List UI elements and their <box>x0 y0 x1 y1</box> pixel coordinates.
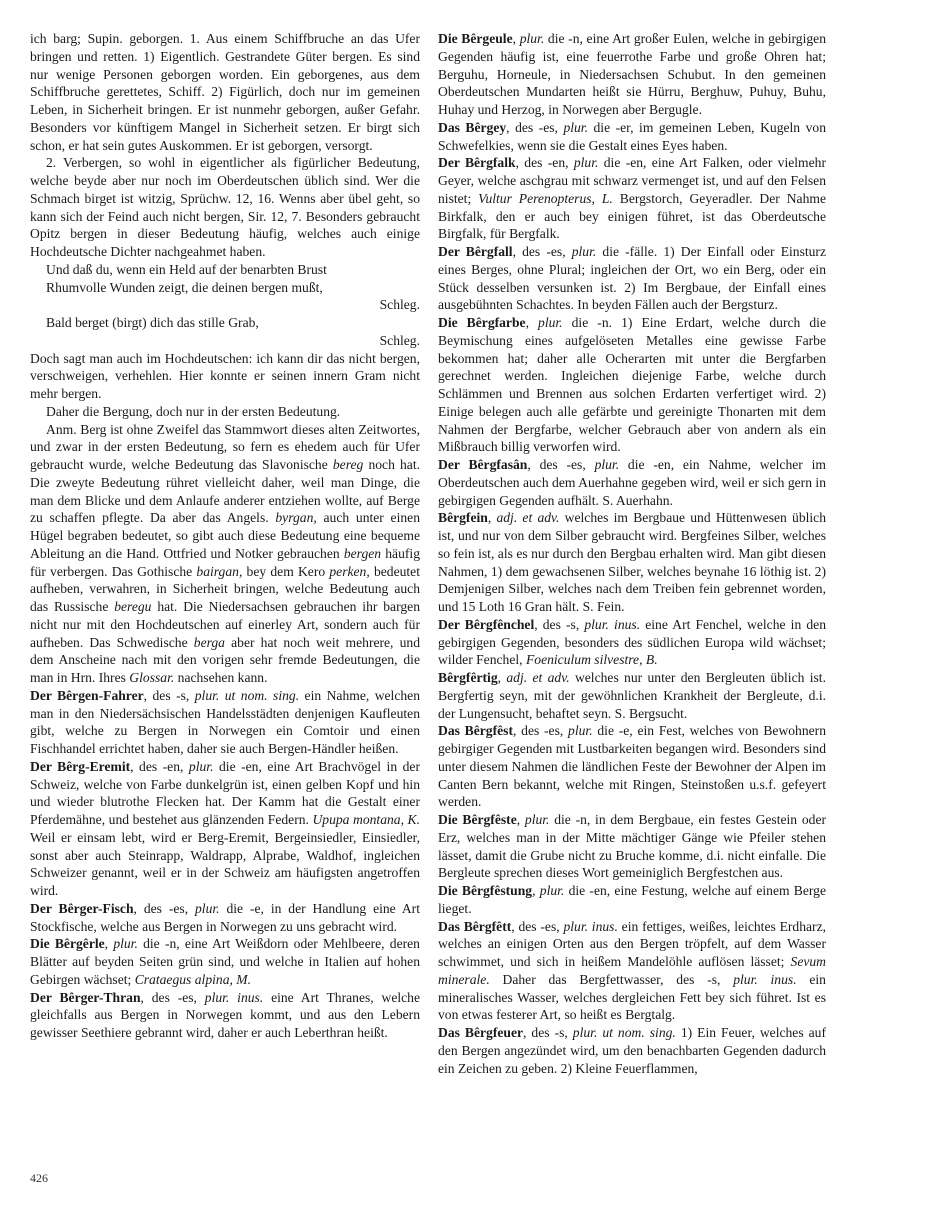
paragraph: Daher die Bergung, doch nur in der ersten Bedeutung. <box>46 403 341 419</box>
italic-text: Upupa montana, K. <box>312 812 421 827</box>
italic-text: plur. inus. <box>733 971 797 987</box>
dictionary-entry <box>438 616 826 669</box>
text-run: die -en, eine Festung, welche auf einem Berge lieget. <box>438 883 827 916</box>
entry-headword: Die Bêrgeule <box>438 31 513 46</box>
dictionary-entry <box>438 456 826 509</box>
text-run: , des -es, <box>506 119 564 135</box>
text-run: eine Art Fenchel, welche in den gebirgigen Gegenden, besonders des südlichen Europa wild wächset; wilder Fenchel, <box>438 616 827 668</box>
paragraph: ich barg; Supin. geborgen. 1. Aus einem Schiffbruche an das Ufer bringen und retten. 1) Eigentlich. Gestrandete Güter bergen. Es sind nur wenige Personen geborgen worden. Ein geborgenes, aus dem Schiffbruche gerettetes, Schiff. 2) Figürlich, doch nur im gemeinen Leben, in Sicherheit bringen. Er ist nunmehr geborgen, außer Gefahr. Besonders vor künftigem Mangel in Sicherheit setzen. Er birgt sich schon, er hat sein gutes Auskommen. Er ist geborgen, versorgt. <box>30 31 420 153</box>
text-run: , des -es, <box>140 989 205 1005</box>
entry-headword: Bêrgfein <box>438 510 488 526</box>
italic-text: plur. <box>188 758 214 774</box>
italic-text: plur. <box>519 31 545 46</box>
entry-headword: Bêrgfêrtig <box>438 670 498 685</box>
entry-headword: Das Bêrgfêst <box>438 723 513 739</box>
text-run: die -e, in der Handlung eine Art Stockfische, welche aus Bergen in Norwegen zu uns gebracht wird. <box>30 900 420 934</box>
italic-text: adj. et adv. <box>506 670 570 685</box>
italic-text: plur. <box>571 244 597 259</box>
text-run: , des -s, <box>523 1025 573 1040</box>
italic-text: perken, <box>329 563 370 579</box>
text-run: die -fälle. 1) Der Einfall oder Einsturz eines Berges, ohne Plural; ingleichen der Ort, wo ein Berg, oder ein Stück desselben versunken ist. 2) Im Bergbaue, der Einfall eines ausgebühnten Schachtes. In beyden Fällen auch der Bergsturz. <box>438 244 826 313</box>
text-run: eine Art Thranes, welche gleichfalls aus Bergen in Norwegen kommt, und aus den Lebern gewisser Seethiere gebrannt wird, daher er auch Leberthran heißt. <box>30 989 421 1040</box>
text-run: , des -en, <box>130 758 189 774</box>
page-number: 426 <box>30 1171 48 1185</box>
entry-headword: Die Bêrgfêstung <box>438 883 533 898</box>
text-run: aber hat noch weit mehrere, und dem Anscheine nach mit den vorigen sehr fremde Bedeutungen, die man in Hrn. Ihres <box>30 634 420 685</box>
text-run: , des -es, <box>133 900 195 916</box>
text-run: Daher das Bergfettwasser, des -s, <box>489 971 734 987</box>
italic-text: plur. <box>563 119 588 135</box>
text-run: , des -es, <box>512 723 569 739</box>
text-run: , <box>532 883 540 898</box>
italic-text: plur. <box>568 723 593 739</box>
text-run: welches im Bergbaue und Hüttenwesen üblich ist, und nur von dem Silber gebraucht wird. Bergfeines Silber, welches so fein ist, als es nur durch den Bergbau erhalten wird. Man gibt diesen Nahmen, 1) dem gewachsenen Silber, welches beynahe 16 löthig ist. 2) Demjenigen Silber, welches nach dem Treiben fein gebrennet worden, und 15 Loth 16 Gran hält. S. Fein. <box>438 510 827 614</box>
text-run: hat. Die Niedersachsen gebrauchen ihr bargen nicht nur mit den Hochdeutschen auf einerley Art, sondern auch für aufheben. Das Schwedische <box>30 599 420 650</box>
left-column <box>30 30 420 1042</box>
text-run: , <box>497 670 507 685</box>
text-run: die -n, in dem Bergbaue, ein festes Gestein oder Erz, welches man in der Mitte mächtiger Gänge wie Pfeiler stehen lässet, damit die Grube nicht zu Bruche komme, d.i. nicht einfalle. Die Bergleute sprechen dieses Wort gemeiniglich Bergfestchen aus. <box>438 812 827 881</box>
text-run: , <box>512 31 520 46</box>
text-run: 1) Ein Feuer, welches auf den Bergen angezündet wird, um den benachbarten Gegenden dadurch ein Zeichen zu geben. 2) Kleine Feuerflammen, <box>438 1025 826 1076</box>
dictionary-entry <box>438 154 826 243</box>
italic-text: beregu <box>114 599 152 614</box>
entry-headword: Das Bêrgfeuer <box>438 1025 524 1040</box>
dictionary-entry <box>30 935 420 988</box>
text-run: , <box>516 812 525 827</box>
italic-text: berga <box>193 634 225 650</box>
dictionary-entry <box>438 119 826 155</box>
dictionary-entry <box>438 314 826 456</box>
paragraph <box>30 421 420 687</box>
entry-headword: Der Bêrgfalk <box>438 155 516 171</box>
text-run: noch hat. Die zweyte Bedeutung rühret vielleicht daher, weil man Dinge, die man dem Blicke und dem Anlaufe anderer entziehen wollte, auf Berge zu schaffen pflegte. Da aber das Angels. <box>30 457 420 526</box>
entry-headword: Die Bêrgêrle <box>30 936 105 952</box>
text-run: welches nur unter den Bergleuten üblich ist. Bergfertig seyn, mit der gewöhnlichen Krankheit der Bergleute, d.i. der Lungensucht, behaftet seyn. S. Bergsucht. <box>438 670 826 721</box>
dictionary-entry <box>30 989 420 1042</box>
citation: Schleg. <box>379 332 420 348</box>
dictionary-entry <box>30 900 420 936</box>
text-run: nachsehen kann. <box>174 670 268 685</box>
italic-text: Crataegus alpina, M. <box>134 971 252 987</box>
italic-text: plur. ut nom. sing. <box>194 687 300 703</box>
dictionary-entry <box>438 243 826 314</box>
text-run: die -n. 1) Eine Erdart, welche durch die Beymischung eines aufgelöseten Metalles eine gewisse Farbe bekommen hat; daher alle Ocherarten mit unter die Bergfarben gerechnet werden. Ingleichen diejenige Farbe, welche durch Schlämmen und Brennen aus solchen Erdarten verfertiget wird. 2) Einige belegen auch alle gefärbte und gereinigte Thonarten mit dem Nahmen der Bergfarbe, welcher Gebrauch aber von andern als ein Mißbrauch billig verworfen wird. <box>438 315 826 455</box>
text-run: , des -es, <box>527 457 595 472</box>
italic-text: byrgan, <box>275 510 317 526</box>
entry-headword: Der Bêrgfênchel <box>438 616 535 632</box>
text-run: die -er, im gemeinen Leben, Kugeln von Schwefelkies, wenn sie die Gestalt eines Eyes haben. <box>438 119 826 153</box>
italic-text: bairgan, <box>196 563 243 579</box>
italic-text: adj. et adv. <box>496 510 560 526</box>
italic-text: plur. inus. <box>563 918 618 934</box>
italic-text: plur. <box>594 457 620 472</box>
italic-text: plur. ut nom. sing. <box>572 1025 676 1040</box>
citation: Schleg. <box>379 297 420 313</box>
dictionary-entry <box>438 509 826 616</box>
text-run: die -en, eine Art Falken, oder vielmehr Geyer, welche aschgrau mit schwarz vermenget ist, und auf den Felsen nistet; <box>438 155 826 206</box>
italic-text: plur. <box>113 936 138 952</box>
italic-text: plur. <box>573 155 599 171</box>
entry-headword: Der Bêrger-Thran <box>30 989 141 1005</box>
text-run: die -en, ein Nahme, welcher im Oberdeutschen auch dem Auerhahne gegeben wird, weil er sich gern in gebirgigen Gegenden aufhält. S. Auerhahn. <box>438 457 826 508</box>
dictionary-entry <box>438 669 826 722</box>
italic-text: Sevum minerale. <box>438 954 826 987</box>
italic-text: bergen <box>343 545 382 561</box>
italic-text: Foeniculum silvestre, B. <box>525 652 658 668</box>
text-run: , des -s, <box>143 687 195 703</box>
text-run: auch unter einen Hügel begraben bedeutet, so gibt auch diese Bedeutung eine bequeme Ableitung an die Hand. Ottfried und Notker gebrauchen <box>30 510 420 561</box>
entry-headword: Der Bêrgen-Fahrer <box>30 687 144 703</box>
entry-headword: Der Bêrgfasân <box>438 457 528 472</box>
dictionary-entry <box>438 1024 826 1077</box>
dictionary-entry <box>438 882 826 918</box>
italic-text: Glossar. <box>129 670 175 685</box>
entry-headword: Das Bêrgfêtt <box>438 918 512 934</box>
italic-text: plur. <box>195 900 220 916</box>
verse-line: Bald berget (birgt) dich das stille Grab, <box>46 315 259 330</box>
italic-text: plur. <box>539 883 565 898</box>
dictionary-entry <box>30 687 420 758</box>
dictionary-entry <box>30 758 420 900</box>
text-run: , des -s, <box>534 616 585 632</box>
italic-text: plur. <box>538 315 563 330</box>
right-column <box>438 30 826 1077</box>
paragraph: Doch sagt man auch im Hochdeutschen: ich kann dir das nicht bergen, verschweigen, verhehlen. Hier konnte er seinen innern Gram nicht mehr bergen. <box>30 350 420 401</box>
text-run: Weil er einsam lebt, wird er Berg-Eremit, Bergeinsiedler, Einsiedler, sonst aber auch Steinrapp, Waldrapp, Alprabe, Waldhof, ingleichen Schweizer genannt, weil er in der Schweiz am häufigsten angetroffen wird. <box>30 829 420 898</box>
text-run: Bergstorch, Geyeradler. Der Nahme Birkfalk, den er auch bey einigen führet, ist das Oberdeutsche Birgfalk, für Bergfalk. <box>438 190 826 242</box>
verse-line: Rhumvolle Wunden zeigt, die deinen bergen mußt, <box>46 279 323 295</box>
text-run: die -n, eine Art Weißdorn oder Mehlbeere, deren Blätter auf beyden Seiten grün sind, und welche in Italien auf hohen Gebirgen wächset; <box>30 936 420 987</box>
text-run: häufig für verbergen. Das Gothische <box>30 545 420 579</box>
dictionary-entry <box>438 918 826 1025</box>
text-run: ein Nahme, welchen man in den Niedersächsischen Handelsstädten denjenigen Kaufleuten gibt, welche zu Bergen in Norwegen ein Comtoir und einen Fischhandel errichtet haben, daher sie auch Bergen-Händler heißen. <box>30 687 420 756</box>
text-run: Anm. Berg ist ohne Zweifel das Stammwort dieses alten Zeitwortes, und zwar in der ersten Bedeutung, so fern es ehedem auch für Ufer gebraucht wurde, welche Bedeutung das Slavonische <box>30 421 420 472</box>
text-run: , des -es, <box>512 244 572 259</box>
text-run: , des -en, <box>515 155 574 171</box>
text-run: bey dem Kero <box>242 563 330 579</box>
italic-text: plur. inus. <box>204 989 264 1005</box>
paragraph: 2. Verbergen, so wohl in eigentlicher als figürlicher Bedeutung, welche beyde aber nur noch im Oberdeutschen üblich sind. Wer die Schmach birget ist witzig, Sprüchw. 12, 16. Wenns aber übel geht, so kann sich der Feind auch nicht bergen, Sir. 12, 7. Besonders gebraucht Opitz bergen in dieser Bedeutung häufig, welches auch einige Hochdeutsche Dichter nachgeahmet haben. <box>30 155 420 259</box>
text-run: ein mineralisches Wasser, welches dergleichen Fett bey sich führet. Ist es von etwas festerer Art, so heißt es Bergtalg. <box>438 971 826 1023</box>
entry-headword: Der Bêrgfall <box>438 244 513 259</box>
dictionary-entry <box>438 722 826 811</box>
text-run: , des -es, <box>511 918 564 934</box>
entry-headword: Der Bêrger-Fisch <box>30 900 134 916</box>
italic-text: Vultur Perenopterus, L. <box>478 190 613 206</box>
verse-line: Und daß du, wenn ein Held auf der benarbten Brust <box>46 261 327 277</box>
text-run: bedeutet aufheben, verwahren, in Sicherheit bringen, welche Bedeutung auch das Russische <box>30 563 420 614</box>
text-run: die -n, eine Art großer Eulen, welche in gebirgigen Gegenden häufig ist, eine feuerrothe Farbe und große Ohren hat; Berguhu, Horneule, in Niedersachsen Schubut. In den gemeinen Oberdeutschen Mundarten heißt sie Hürru, Berghuw, Puhuy, Buhu, Huhay und Herzog, in Norwegen aber Bergugle. <box>438 31 826 117</box>
italic-text: plur. <box>524 812 550 827</box>
entry-headword: Die Bêrgfarbe <box>438 315 526 330</box>
text-run: , <box>104 936 114 952</box>
dictionary-entry <box>438 30 826 119</box>
dictionary-entry <box>438 811 826 882</box>
text-run: , <box>487 510 497 526</box>
text-run: die -e, ein Fest, welches von Bewohnern gebirgiger Gegenden mit Lustbarkeiten begangen wird. Besonders sind unter diesem Nahmen die ländlichen Feste der Bewohner der Alpen im Canten Bern bekannt, welche mit Ringen, Steinstoßen u.s.f. gefeyert werden. <box>438 723 827 810</box>
entry-headword: Der Bêrg-Eremit <box>30 758 131 774</box>
text-run: die -en, eine Art Brachvögel in der Schweiz, welche von Farbe dunkelgrün ist, einen gelben Kopf und hin und wieder blutrothe Flecken hat. Der Kamm hat die Gestalt einer Pferdemähne, und bestehet aus glänzenden Federn. <box>30 758 420 827</box>
italic-text: bereg <box>332 457 364 472</box>
text-run: , <box>525 315 539 330</box>
text-run: ein fettiges, weißes, leichtes Erdharz, welches an einigen Orten aus den Bergen tröpfelt, auf dem Wasser schwimmet, und sich in heißem Mandelöhle auflösen lässet; <box>438 918 826 969</box>
entry-headword: Das Bêrgey <box>438 119 507 135</box>
italic-text: plur. inus. <box>584 616 641 632</box>
entry-headword: Die Bêrgfêste <box>438 812 517 827</box>
